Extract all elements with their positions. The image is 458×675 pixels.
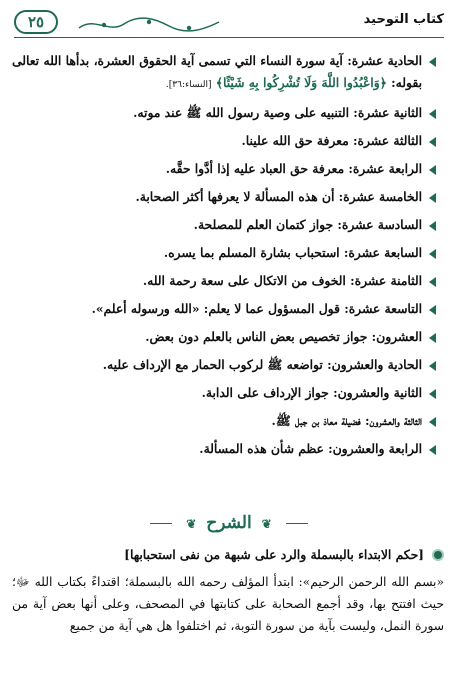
item-text: الثانية عشرة: التنبيه على وصية رسول الله ﷺ عند موته. xyxy=(133,105,422,120)
triangle-bullet-icon xyxy=(429,221,436,231)
leaf-ornament-icon: ❦ xyxy=(261,517,272,531)
list-item xyxy=(12,382,436,404)
item-text: الثالثة والعشرون: فضيلة معاذ بن جبل ﷺ. xyxy=(271,413,422,428)
item-text: السابعة عشرة: استحباب بشارة المسلم بما يسره. xyxy=(163,245,422,260)
list-item xyxy=(12,186,436,208)
item-text: الثالثة عشرة: معرفة حق الله علينا. xyxy=(241,133,422,148)
triangle-bullet-icon xyxy=(429,361,436,371)
list-item xyxy=(12,50,436,96)
triangle-bullet-icon xyxy=(429,445,436,455)
list-item xyxy=(12,438,436,460)
quran-quote: ﴿وَاعْبُدُوا اللَّهَ وَلَا تُشْرِكُوا بِهِ شَيْئًا﴾ xyxy=(215,75,387,90)
item-text: الحادية عشرة: آية سورة النساء التي تسمى آية الحقوق العشرة، بدأها الله تعالى بقوله: xyxy=(12,53,423,90)
triangle-bullet-icon xyxy=(429,333,436,343)
item-text: الرابعة والعشرون: عظم شأن هذه المسألة. xyxy=(199,441,422,456)
triangle-bullet-icon xyxy=(429,417,436,427)
list-item xyxy=(12,298,436,320)
list-item xyxy=(12,242,436,264)
item-text: العشرون: جواز تخصيص بعض الناس بالعلم دون بعض. xyxy=(145,329,422,344)
list-item xyxy=(12,326,436,348)
circle-marker-icon xyxy=(432,549,444,561)
triangle-bullet-icon xyxy=(429,389,436,399)
leaf-ornament-icon: ❦ xyxy=(186,517,197,531)
triangle-bullet-icon xyxy=(429,165,436,175)
page-number: ٢٥ xyxy=(27,13,45,31)
triangle-bullet-icon xyxy=(429,193,436,203)
verse-reference: [النساء:٣٦]. xyxy=(165,80,212,90)
item-text: الرابعة عشرة: معرفة حق العباد عليه إذا أدَّوا حقَّه. xyxy=(165,161,422,176)
header-divider xyxy=(14,37,444,38)
decorative-ornament-icon xyxy=(74,14,224,36)
list-item xyxy=(12,410,436,432)
triangle-bullet-icon xyxy=(429,277,436,287)
sharh-title-wrap xyxy=(172,509,285,538)
page-header xyxy=(14,10,444,36)
list-item xyxy=(12,158,436,180)
page-number-badge xyxy=(14,10,58,34)
item-text: التاسعة عشرة: قول المسؤول عما لا يعلم: «الله ورسوله أعلم». xyxy=(91,301,422,316)
commentary-paragraph: «بسم الله الرحمن الرحيم»: ابتدأ المؤلف رحمه الله بالبسملة؛ اقتداءً بكتاب الله ﷻ؛ حيث افتتح بها، وقد أجمع الصحابة على كتابتها في المصحف، وعلى أنها بعض آية من سورة النمل، وليست بآية من سورة التوبة، ثم اختلفوا هل هي آية من جميع xyxy=(12,575,444,633)
item-text: الحادية والعشرون: تواضعه ﷺ لركوب الحمار مع الإرداف عليه. xyxy=(102,357,422,372)
list-item xyxy=(12,214,436,236)
triangle-bullet-icon xyxy=(429,57,436,67)
issues-list xyxy=(12,50,436,466)
section-heading-text: [حكم الابتداء بالبسملة والرد على شبهة من نفى استحبابها] xyxy=(124,547,424,562)
sharh-title: الشرح xyxy=(206,513,252,533)
section-heading xyxy=(12,545,444,567)
sharh-divider xyxy=(0,509,458,537)
book-title: كتاب التوحيد xyxy=(363,12,444,27)
triangle-bullet-icon xyxy=(429,249,436,259)
triangle-bullet-icon xyxy=(429,137,436,147)
list-item xyxy=(12,354,436,376)
item-text: الثانية والعشرون: جواز الإرداف على الدابة. xyxy=(201,385,422,400)
triangle-bullet-icon xyxy=(429,109,436,119)
list-item xyxy=(12,270,436,292)
item-text: السادسة عشرة: جواز كتمان العلم للمصلحة. xyxy=(193,217,422,232)
item-text: الخامسة عشرة: أن هذه المسألة لا يعرفها أكثر الصحابة. xyxy=(135,189,422,204)
list-item xyxy=(12,130,436,152)
item-text: الثامنة عشرة: الخوف من الاتكال على سعة رحمة الله. xyxy=(142,273,422,288)
list-item xyxy=(12,102,436,124)
triangle-bullet-icon xyxy=(429,305,436,315)
